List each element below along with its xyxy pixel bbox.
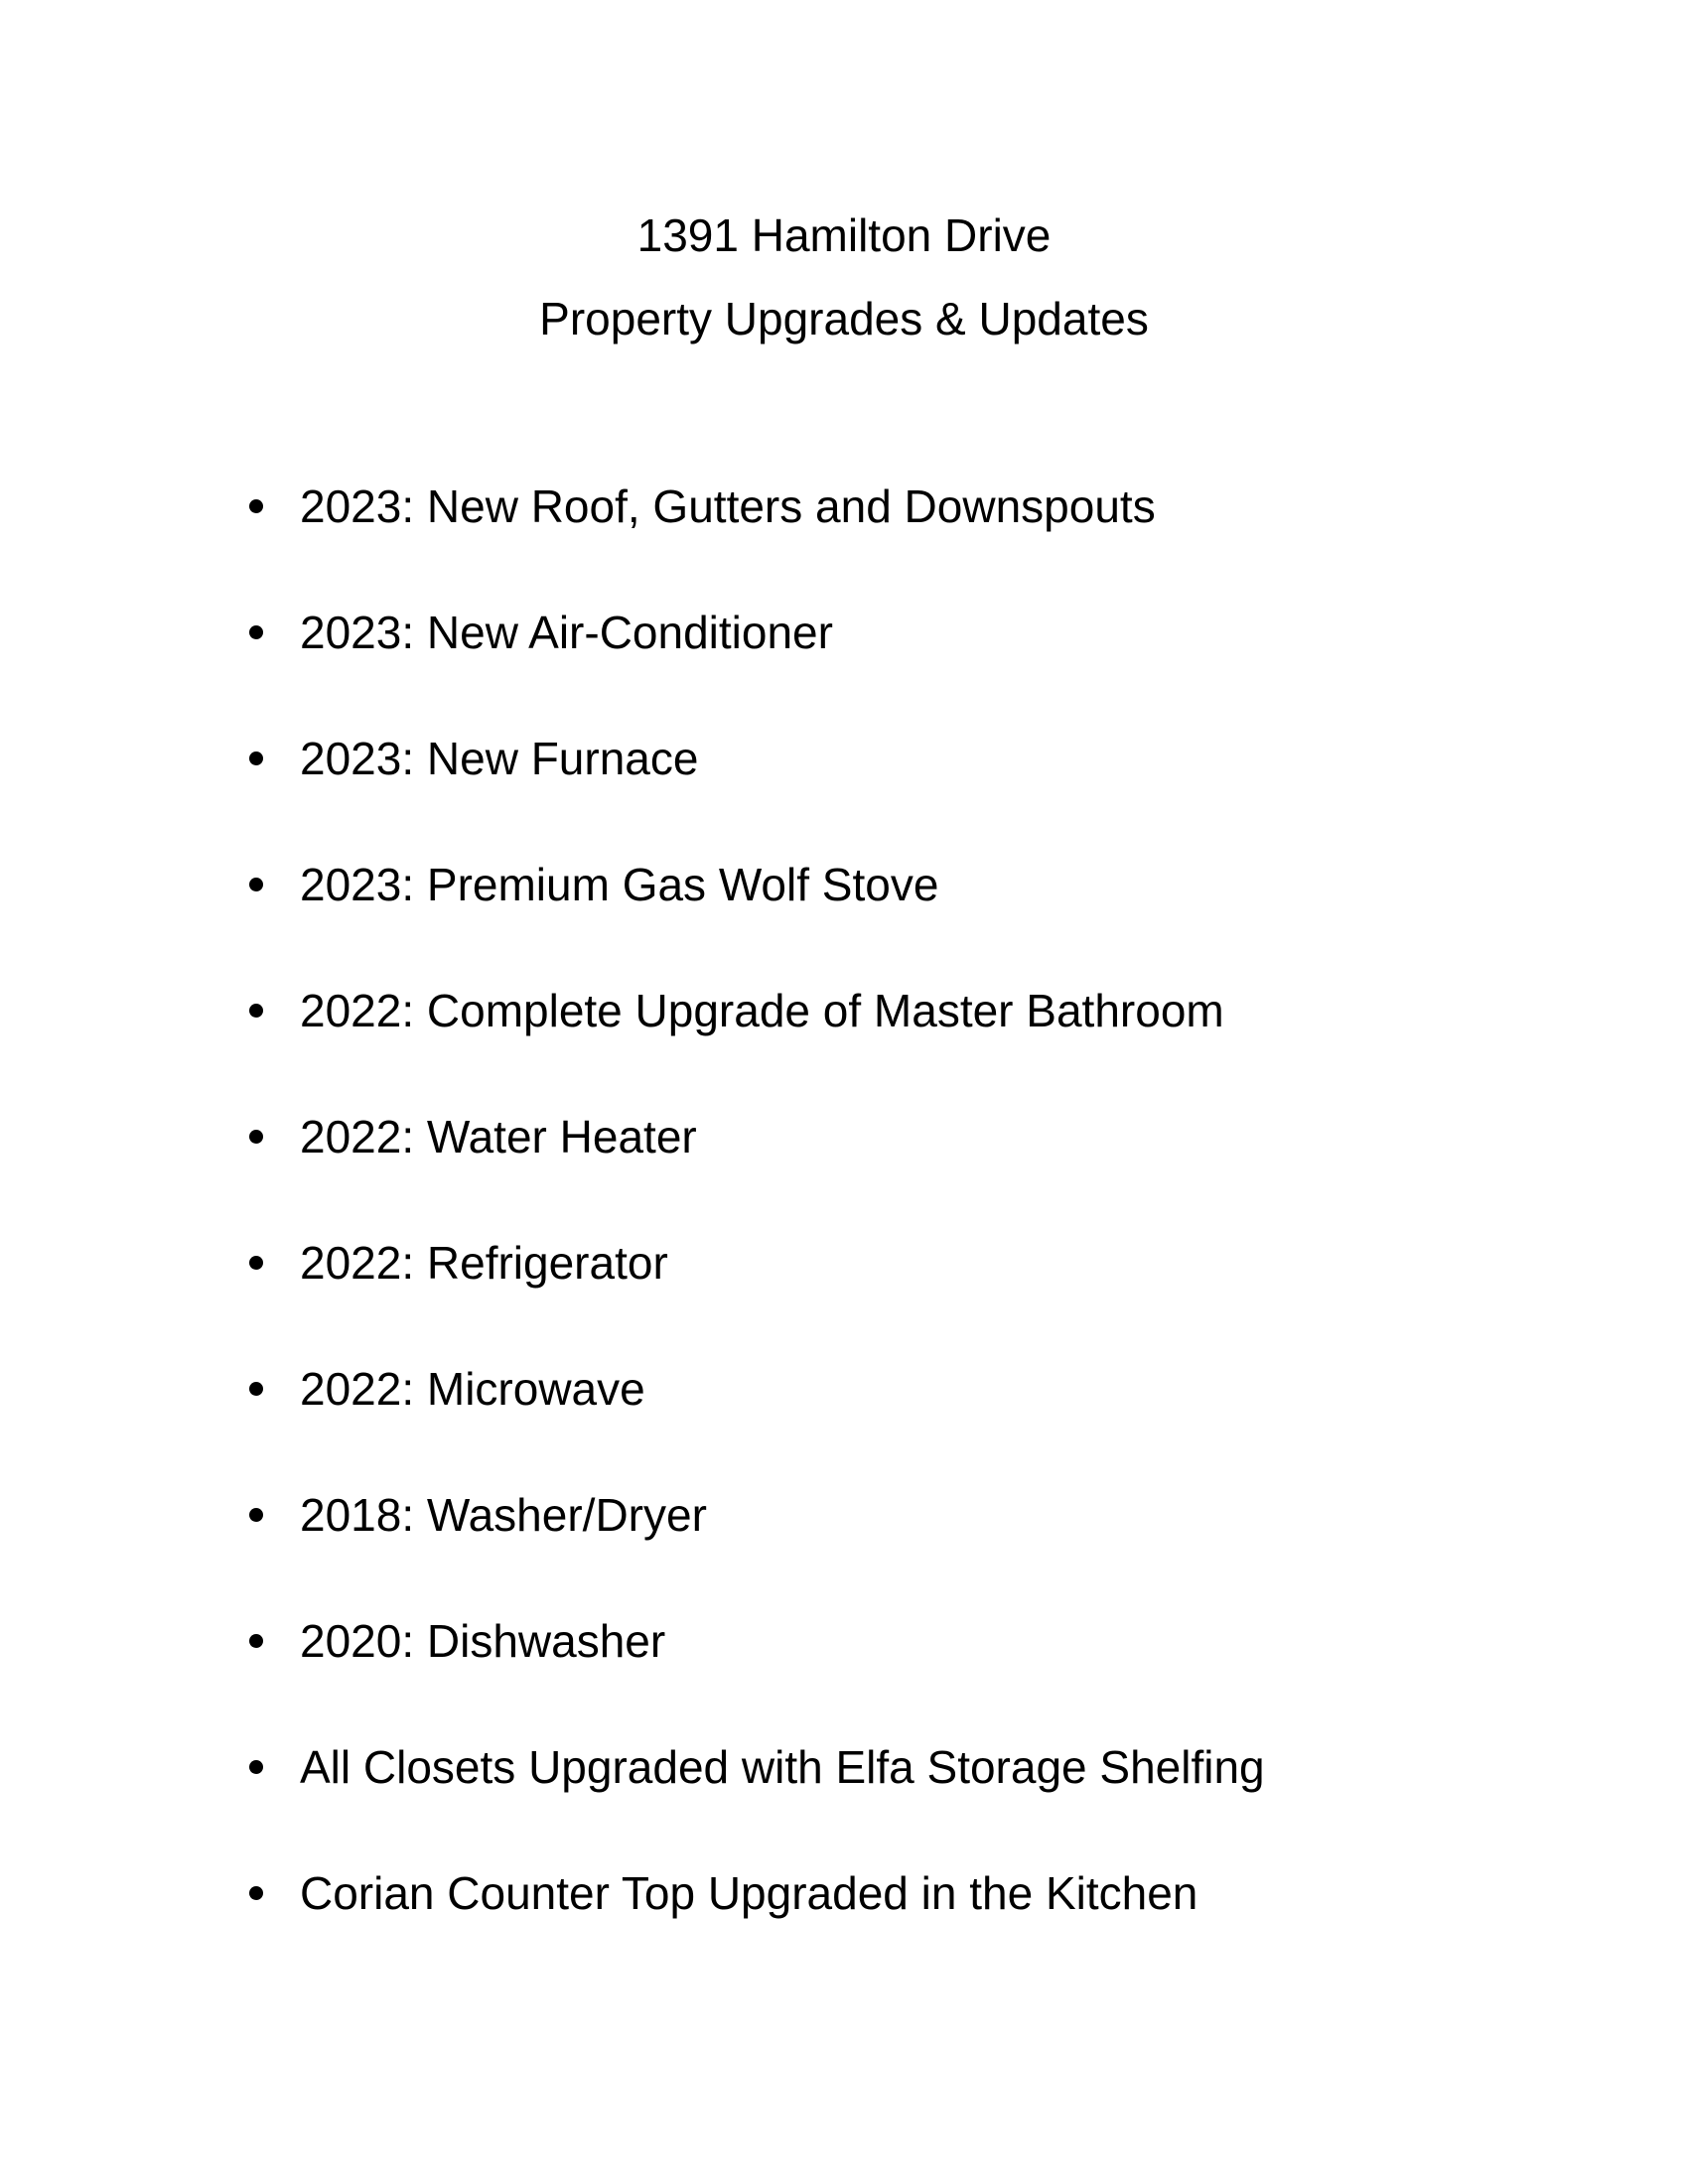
list-item [243,695,1265,821]
document-header [0,194,1688,360]
bullet-icon [249,625,263,639]
list-item-text: 2018: Washer/Dryer [300,1488,707,1541]
list-item [243,1199,1265,1325]
list-item [243,1073,1265,1199]
upgrades-list [243,443,1265,1956]
list-item-text: Corian Counter Top Upgraded in the Kitchen [300,1866,1198,1919]
list-item [243,1325,1265,1451]
list-item [243,821,1265,947]
list-item-text: 2022: Complete Upgrade of Master Bathroom [300,984,1224,1036]
list-item-text: 2022: Refrigerator [300,1236,668,1289]
list-item [243,443,1265,569]
list-item-text: 2023: New Roof, Gutters and Downspouts [300,479,1156,532]
list-item-text: 2023: Premium Gas Wolf Stove [300,858,939,910]
property-address-title: 1391 Hamilton Drive [636,209,1052,261]
bullet-icon [249,1382,263,1396]
bullet-icon [249,499,263,513]
list-item [243,569,1265,695]
list-item-text: 2020: Dishwasher [300,1614,666,1667]
list-item-text: 2023: New Air-Conditioner [300,606,833,658]
bullet-icon [249,1760,263,1774]
bullet-icon [249,878,263,891]
bullet-icon [249,1256,263,1270]
bullet-icon [249,1634,263,1648]
bullet-icon [249,751,263,765]
list-item [243,947,1265,1073]
bullet-icon [249,1886,263,1900]
list-item-text: All Closets Upgraded with Elfa Storage Shelfing [300,1740,1265,1793]
list-item [243,1830,1265,1956]
bullet-icon [249,1508,263,1522]
list-item-text: 2022: Water Heater [300,1110,697,1162]
document-subtitle: Property Upgrades & Updates [539,293,1149,344]
list-item-text: 2023: New Furnace [300,732,699,784]
bullet-icon [249,1004,263,1018]
list-item [243,1704,1265,1830]
list-item-text: 2022: Microwave [300,1362,645,1415]
list-item [243,1577,1265,1704]
bullet-icon [249,1130,263,1144]
list-item [243,1451,1265,1577]
